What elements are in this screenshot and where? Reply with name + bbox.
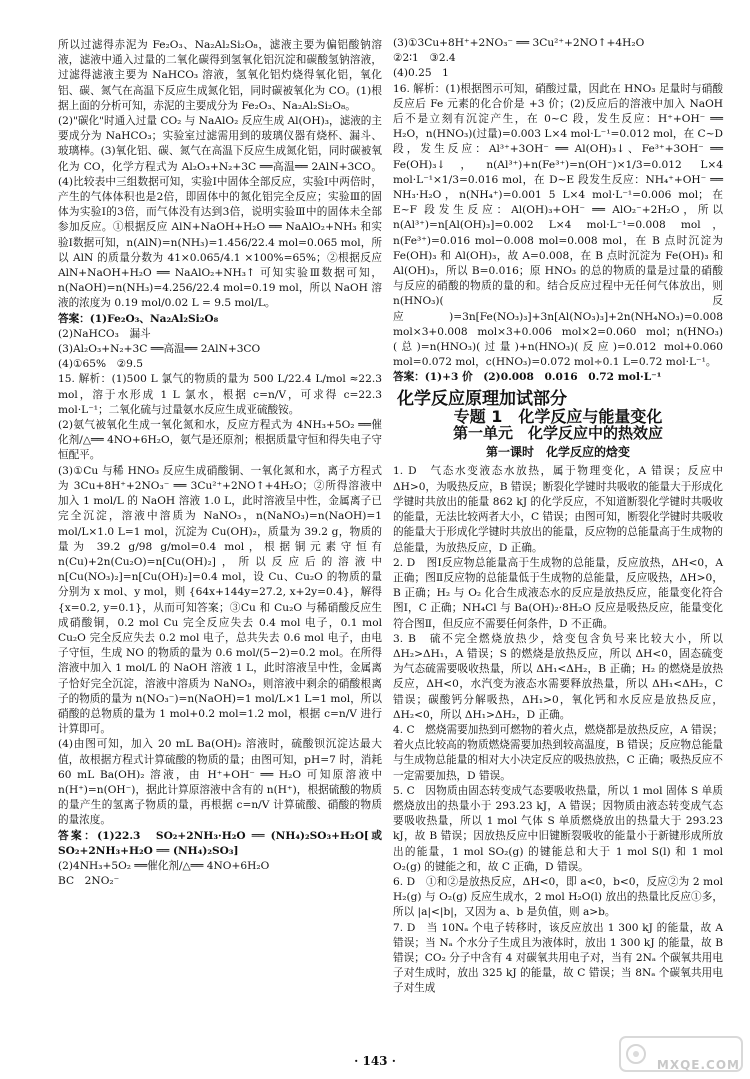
answer-16: 答案：(1)+3 价 (2)0.008 0.016 0.72 mol·L⁻¹ [393,371,662,384]
paragraph-15-part2: (2)氨气被氧化生成一氧化氮和水，反应方程式为 4NH₃+5O₂ ══催化剂/△══ 4NO+6H₂O，氨气是还原剂；根据质量守恒和得失电子守恒配平。 [58,419,382,462]
answer-14-4: (4)①65% ②9.5 [58,358,143,371]
answer-14-3: (3)Al₂O₃+N₂+3C ══高温══ 2AlN+3CO [58,343,261,356]
question-6: 6. D ①和②是放热反应，ΔH<0，即 a<0，b<0，反应②为 2 mol H₂(g) 与 O₂(g) 反应生成水，2 mol H₂O(l) 放出的热量比反应①多，所以 |a|<|b|，又因为 a、b 是负值，则 a>b。 [393,875,723,919]
paragraph-15-part1: 15. 解析：(1)500 L 氯气的物质的量为 500 L/22.4 L/mol ≈22.3 mol，溶于水形成 1 L 氯水，根据 c=n/V，可求得 c=22.3 mol·L⁻¹；二氧化硫与过量氨水反应生成亚硫酸铵。 [58,373,382,416]
answer-15-1: 答案：(1)22.3 SO₂+2NH₃·H₂O ══ (NH₄)₂SO₃+H₂O[或 SO₂+2NH₃+H₂O ══ (NH₄)₂SO₃] [58,829,382,857]
watermark-text: MXQE.COM [656,1058,740,1072]
answer-15-5: ②2∶1 ③2.4 [393,52,456,65]
paragraph-14-intro: 所以过滤得赤泥为 Fe₂O₃、Na₂Al₂Si₂O₈，滤液主要为偏铝酸钠溶液，滤液中通入过量的二氧化碳得到氢氧化铝沉淀和碳酸氢钠溶液，过滤得滤液主要为 NaHCO₃ 溶液，氢氧化铝灼烧得氧化铝，氧化铝、碳、氮气在高温下反应生成氮化铝，同时碳被氧化为 CO。(1)根据上面的分析可知，赤泥的主要成分为 Fe₂O₃、Na₂Al₂Si₂O₈。 [58,39,382,112]
lesson-heading: 第一课时 化学反应的焓变 [485,445,630,460]
question-3: 3. B 硫不完全燃烧放热少，焓变包含负号来比较大小，所以 ΔH₂>ΔH₁，A 错误；S 的燃烧是放热反应，所以 ΔH<0，固态硫变为气态硫需要吸收热量，所以 ΔH₁<ΔH₂，B 正确；H₂ 的燃烧是放热反应，ΔH<0，水汽变为液态水需要释放热量，所以 ΔH₁<ΔH₂，C 错误；碳酸钙分解吸热，ΔH₁>0，氧化钙和水反应是放热反应，ΔH₂<0，所以 ΔH₁>ΔH₂，D 正确。 [393,632,723,721]
answer-15-2: (2)4NH₃+5O₂ ══催化剂/△══ 4NO+6H₂O [58,859,270,872]
paragraph-16-analysis: 16. 解析：(1)根据图示可知，硝酸过量，因此在 HNO₃ 足量时与硝酸反应后 Fe 元素的化合价是 +3 价；(2)反应后的溶液中加入 NaOH 后不是立刻有沉淀产生，在 0~C 段，发生反应：H⁺+OH⁻ ══ H₂O，n(HNO₃)(过量)=0.003 L×4 mol·L⁻¹=0.012 mol，在 C~D 段，发生反应：Al³⁺+3OH⁻ ══ Al(OH)₃↓、Fe³⁺+3OH⁻ ══ Fe(OH)₃↓，n(Al³⁺)+n(Fe³⁺)=n(OH⁻)×1/3=0.012 L×4 mol·L⁻¹×1/3=0.016 mol，在 D~E 段发生反应：NH₄⁺+OH⁻ ══ NH₃·H₂O，n(NH₄⁺)=0.001 5 L×4 mol·L⁻¹=0.006 mol；在 E~F 段发生反应：Al(OH)₃+OH⁻ ══ AlO₂⁻+2H₂O，所以 n(Al³⁺)=n[Al(OH)₃]=0.002 L×4 mol·L⁻¹=0.008 mol，n(Fe³⁺)=0.016 mol−0.008 mol=0.008 mol，在 B 点时沉淀为 Fe(OH)₃ 和 Al(OH)₃，故 A=0.008，在 B 点时沉淀为 Fe(OH)₃ 和 Al(OH)₃，所以 B=0.016；原 HNO₃ 的总的物质的量是过量的硝酸与反应的硝酸的物质的量的和。结合反应过程中无任何气体放出，则 n(HNO₃)(反应)=3n[Fe(NO₃)₃]+3n[Al(NO₃)₃]+2n(NH₄NO₃)=0.008 mol×3+0.008 mol×3+0.006 mol×2=0.060 mol；n(HNO₃)(总)=n(HNO₃)(过量)+n(HNO₃)(反应)=0.012 mol+0.060 mol=0.072 mol，c(HNO₃)=0.072 mol÷0.1 L=0.72 mol·L⁻¹。 [393,82,723,369]
paragraph-15-part4: (4)由图可知，加入 20 mL Ba(OH)₂ 溶液时，硫酸钡沉淀达最大值，故根据方程式计算硫酸的物质的量；由图可知，pH=7 时，消耗 60 mL Ba(OH)₂ 溶液，由 H⁺+OH⁻ ══ H₂O 可知原溶液中 n(H⁺)=n(OH⁻)，据此计算原溶液中含有的 n(H⁺)，根据硫酸的物质的量产生的氢离子物质的量，再根据 c=n/V 计算硫酸、硝酸的物质的量浓度。 [58,738,382,827]
answer-15-3: BC 2NO₂⁻ [58,875,120,888]
page-number: · 143 · [354,1054,396,1068]
answer-15-6: (4)0.25 1 [393,67,449,80]
right-column [393,36,723,997]
question-7: 7. D 当 10Nₐ 个电子转移时，该反应放出 1 300 kJ 的能量，故 A 错误；当 Nₐ 个水分子生成且为液体时，放出 1 300 kJ 的能量，故 B 错误；CO₂ 分子中含有 4 对碳氧共用电子对，当有 2Nₐ 个碳氧共用电子对生成时，放出 325 kJ 的能量，故 C 错误；当 8Nₐ 个碳氧共用电子对生成 [393,921,723,995]
question-5: 5. C 因物质由固态转变成气态要吸收热量，所以 1 mol 固体 S 单质燃烧放出的热量小于 293.23 kJ，A 错误；因物质由液态转变成气态要吸收热量，所以 1 mol 气体 S 单质燃烧放出的热量大于 293.23 kJ，故 B 错误；因放热反应中旧键断裂吸收的能量小于新键形成所放出的能量，1 mol SO₂(g) 的键能总和大于 1 mol S(l) 和 1 mol O₂(g) 的键能之和，故 C 正确，D 错误。 [393,784,723,873]
answer-14-1: 答案：(1)Fe₂O₃、Na₂Al₂Si₂O₈ [58,312,219,325]
answer-15-4: (3)①3Cu+8H⁺+2NO₃⁻ ══ 3Cu²⁺+2NO↑+4H₂O [393,37,645,49]
answer-14-2: (2)NaHCO₃ 漏斗 [58,327,151,340]
paragraph-14-analysis: (2)"碳化"时通入过量 CO₂ 与 NaAlO₂ 反应生成 Al(OH)₃，滤液的主要成分为 NaHCO₃；实验室过滤需用到的玻璃仪器有烧杯、漏斗、玻璃棒。(3)氧化铝、碳、氮气在高温下反应生成氮化铝，同时碳被氧化为 CO，化学方程式为 Al₂O₃+N₂+3C ══高温══ 2AlN+3CO。(4)比较表中三组数据可知，实验Ⅰ中固体全部反应，实验Ⅰ中两倍时，产生的气体体积也是2倍，即固体中的氮化铝完全反应；实验Ⅲ的固体为实验Ⅰ的3倍，而气体没有达到3倍，说明实验Ⅲ中的固体未全部参加反应。①根据反应 AlN+NaOH+H₂O ══ NaAlO₂+NH₃ 和实验Ⅰ数据可知，n(AlN)=n(NH₃)=1.456/22.4 mol=0.065 mol，所以 AlN 的质量分数为 41×0.065/4.1 ×100%=65%；②根据反应 AlN+NaOH+H₂O ══ NaAlO₂+NH₃↑ 可知实验Ⅲ数据可知，n(NaOH)=n(NH₃)=4.256/22.4 mol=0.19 mol，所以 NaOH 溶液的浓度为 0.19 mol/0.02 L = 9.5 mol/L。 [58,115,382,310]
section-heading: 化学反应原理加试部分 [397,388,567,409]
left-column [58,38,382,889]
question-2: 2. D 图Ⅰ反应物总能量高于生成物的总能量，反应放热，ΔH<0，A 正确；图Ⅱ反应物的总能量低于生成物的总能量，反应吸热，ΔH>0，B 正确；H₂ 与 O₂ 化合生成液态水的反应是放热反应，能量变化符合图Ⅰ，C 正确；NH₄Cl 与 Ba(OH)₂·8H₂O 反应是吸热反应，能量变化符合图Ⅱ，但反应不需要任何条件，D 不正确。 [393,556,723,630]
question-4: 4. C 燃烧需要加热到可燃物的着火点，燃烧都是放热反应，A 错误；着火点比较高的物质燃烧需要加热到较高温度，B 错误；反应物总能量与生成物总能量的相对大小决定反应的吸热放热，C 正确；吸热反应不一定需要加热，D 错误。 [393,723,723,782]
paragraph-15-part3: (3)①Cu 与稀 HNO₃ 反应生成硝酸铜、一氧化氮和水，离子方程式为 3Cu+8H⁺+2NO₃⁻ ══ 3Cu²⁺+2NO↑+4H₂O；②所得溶液中加入 1 mol/L 的 NaOH 溶液 1.0 L，此时溶液呈中性，金属离子已完全沉淀，溶液中溶质为 NaNO₃，n(NaNO₃)=n(NaOH)=1 mol/L×1.0 L=1 mol，沉淀为 Cu(OH)₂，质量为 39.2 g，物质的量为 39.2 g/98 g/mol=0.4 mol，根据铜元素守恒有 n(Cu)+2n(Cu₂O)=n[Cu(OH)₂]，所以反应后的溶液中 n[Cu(NO₃)₂]=n[Cu(OH)₂]=0.4 mol，设 Cu、Cu₂O 的物质的量分别为 x mol、y mol，则 {64x+144y=27.2, x+2y=0.4}，解得 {x=0.2, y=0.1}，从而可知答案；③Cu 和 Cu₂O 与稀硝酸反应生成硝酸铜，0.2 mol Cu 完全反应失去 0.4 mol 电子，0.1 mol Cu₂O 完全反应失去 0.2 mol 电子，总共失去 0.6 mol 电子，由电子守恒，生成 NO 的物质的量为 0.6 mol/(5−2)=0.2 mol。在所得溶液中加入 1 mol/L 的 NaOH 溶液 1 L，此时溶液呈中性，金属离子恰好完全沉淀，溶液中溶质为 NaNO₃，则溶液中剩余的硝酸根离子的物质的量为 n(NO₃⁻)=n(NaOH)=1 mol/L×1 L=1 mol，所以硝酸的总物质的量为 1 mol+0.2 mol=1.2 mol，根据 c=n/V 进行计算即可。 [58,464,382,736]
unit-heading: 第一单元 化学反应中的热效应 [452,424,663,443]
topic-heading: 专题 1 化学反应与能量变化 [453,406,663,426]
question-1: 1. D 气态水变液态水放热，属于物理变化，A 错误；反应中 ΔH>0，为吸热反应，B 错误；断裂化学键时共吸收的能量大于形成化学键时共放出的能量 862 kJ 的化学反应，不知道断裂化学键时共吸收的能量，无法比较两者大小，C 错误；由图可知，断裂化学键时共吸收的能量大于形成化学键时共放出的能量，反应物的总能量高于生成物的总能量，为放热反应，D 正确。 [393,465,723,554]
